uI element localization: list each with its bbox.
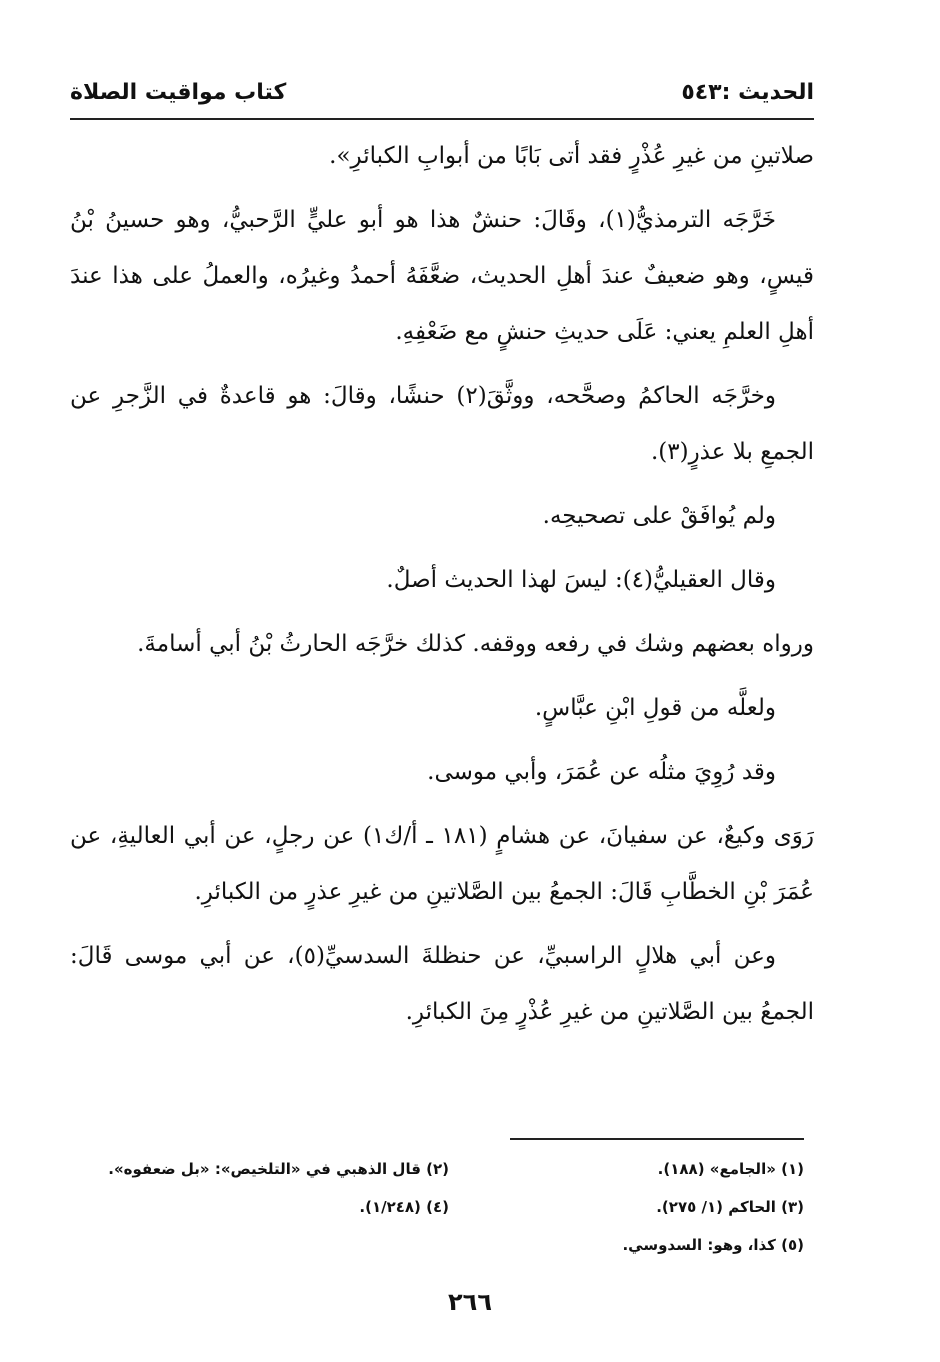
page-number: ٢٦٦: [448, 1288, 492, 1316]
running-header: [70, 78, 814, 120]
paragraph-narrated: ورواه بعضهم وشك في رفعه ووقفه. كذلك خرَّجَه الحارثُ بْنُ أبي أسامةَ.: [137, 631, 814, 657]
footnote-separator: [510, 1138, 804, 1140]
paragraph-ibn-abbas: ولعلَّه من قولِ ابْنِ عبَّاسٍ.: [534, 695, 776, 721]
footnote-2: (٢) قال الذهبي في «التلخيص»: «بل ضعفوه».: [108, 1160, 449, 1178]
paragraph-not-agreed: ولم يُوافَقْ على تصحيحِه.: [542, 503, 776, 529]
footnote-1: (١) «الجامع» (١٨٨).: [657, 1160, 804, 1178]
book-title: كتاب مواقيت الصلاة: [70, 80, 287, 105]
main-text: [70, 128, 814, 1048]
paragraph-umar-abu-musa: وقد رُوِيَ مثلُه عن عُمَرَ، وأبي موسى.: [427, 759, 776, 785]
footnote-row: [94, 1226, 804, 1264]
paragraph-abu-hilal: وعن أبي هلالٍ الراسبيِّ، عن حنظلةَ السدسيِّ(٥)، عن أبي موسى قَالَ: الجمعُ بين الصَّلاتينِ من غيرِ عُذْرٍ مِنَ الكبائرِ.: [70, 943, 814, 1025]
footnote-5: (٥) كذا، وهو: السدوسي.: [622, 1236, 804, 1254]
footnote-4: (٤) (١/٢٤٨).: [359, 1198, 449, 1216]
paragraph-waki: رَوَى وكيعٌ، عن سفيانَ، عن هشامٍ (١٨١ ـ أ/ك١) عن رجلٍ، عن أبي العاليةِ، عن عُمَرَ بْنِ الخطَّابِ قَالَ: الجمعُ بين الصَّلاتينِ من غيرِ عذرٍ من الكبائرِ.: [70, 823, 814, 905]
paragraph-hakim: وخرَّجَه الحاكمُ وصحَّحه، ووثَّقَ(٢) حنشًا، وقالَ: هو قاعدةٌ في الزَّجرِ عن الجمعِ بلا عذرٍ(٣).: [70, 383, 814, 465]
footnote-row: [94, 1188, 804, 1226]
paragraph-continuation: صلاتينِ من غيرِ عُذْرٍ فقد أتى بَابًا من أبوابِ الكبائرِ».: [329, 143, 814, 169]
paragraph-tirmidhi: خَرَّجَه الترمذيُّ(١)، وقَالَ: حنشٌ هذا هو أبو عليٍّ الرَّحبيُّ، وهو حسينُ بْنُ قيسٍ، وهو ضعيفٌ عندَ أهلِ الحديث، ضعَّفَهُ أحمدُ وغيرُه، والعملُ على هذا عندَ أهلِ العلمِ يعني: عَلَى حديثِ حنشٍ مع ضَعْفِهِ.: [70, 207, 814, 345]
footnote-row: [94, 1150, 804, 1188]
footnotes: [94, 1150, 804, 1264]
footnote-3: (٣) الحاكم (١/ ٢٧٥).: [656, 1198, 804, 1216]
paragraph-uqayli: وقال العقيليُّ(٤): ليسَ لهذا الحديث أصلٌ.: [386, 567, 776, 593]
hadith-number-label: الحديث :٥٤٣: [681, 80, 814, 105]
